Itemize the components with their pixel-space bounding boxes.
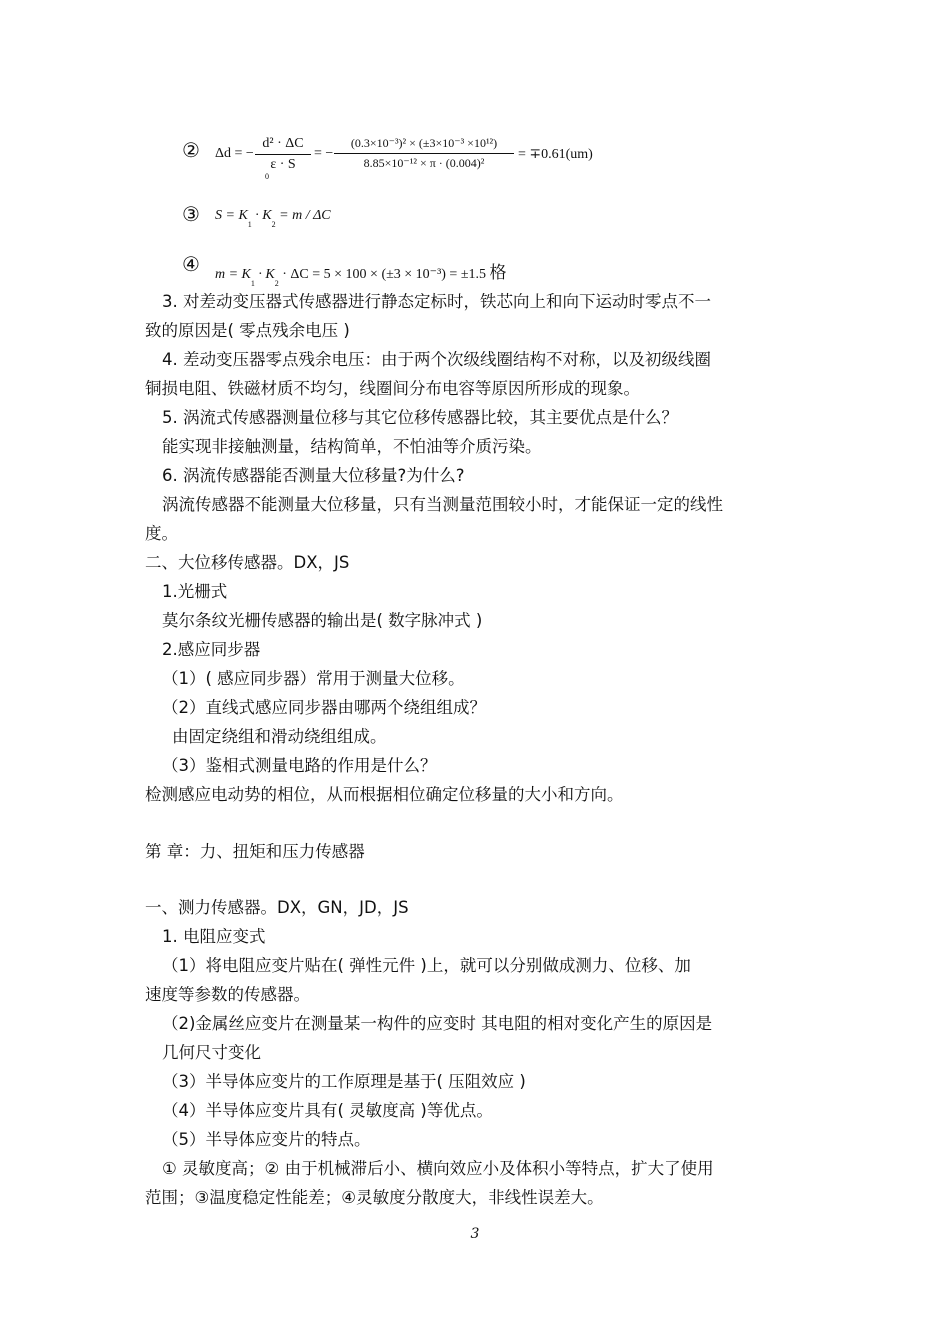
text-line: 3. 对差动变压器式传感器进行静态定标时，铁芯向上和向下运动时零点不一 xyxy=(162,292,711,311)
formula-3-expression xyxy=(215,208,331,229)
fraction-1-numerator: d² · ΔC xyxy=(262,136,304,151)
text-line: 4. 差动变压器零点残余电压：由于两个次级线圈结构不对称，以及初级线圈 xyxy=(162,350,711,369)
text-line: 致的原因是( 零点残余电压 ) xyxy=(145,321,350,340)
text-line: （1）( 感应同步器）常用于测量大位移。 xyxy=(162,669,465,688)
text-line: 几何尺寸变化 xyxy=(162,1043,261,1062)
fraction-1-denominator: ε · S xyxy=(270,157,296,172)
text-line: （2)金属丝应变片在测量某一构件的应变时 其电阻的相对变化产生的原因是 xyxy=(162,1014,713,1033)
chapter-heading: 第 章：力、扭矩和压力传感器 xyxy=(145,842,365,861)
formula-3-part-b: · K xyxy=(251,208,272,223)
formula-3-part-c: = m / ΔC xyxy=(275,208,331,223)
text-line: （2）直线式感应同步器由哪两个绕组组成？ xyxy=(162,698,486,717)
formula-4-sub-2: 2 xyxy=(274,279,279,288)
formula-sensitivity xyxy=(182,202,482,234)
text-line: 铜损电阻、铁磁材质不均匀，线圈间分布电容等原因所形成的现象。 xyxy=(145,379,640,398)
fraction-1-denominator-subscript: 0 xyxy=(265,172,269,181)
formula-3-sub-1: 1 xyxy=(247,220,252,229)
formula-result: = ∓0.61(um) xyxy=(518,147,593,162)
formula-delta-d xyxy=(182,136,622,188)
text-line: 涡流传感器不能测量大位移量，只有当测量范围较小时，才能保证一定的线性 xyxy=(162,495,723,514)
page-number: 3 xyxy=(470,1226,480,1242)
text-line: 范围；③温度稳定性能差；④灵敏度分散度大，非线性误差大。 xyxy=(145,1188,604,1207)
formula-3-part-a: S = K xyxy=(215,208,248,223)
circled-number-2: ② xyxy=(182,138,200,162)
formula-4-expression xyxy=(215,258,507,288)
text-line: 2.感应同步器 xyxy=(162,640,261,659)
fraction-1-bar xyxy=(255,154,311,155)
section-heading: 一、测力传感器。DX，GN，JD，JS xyxy=(145,898,409,917)
text-line: ① 灵敏度高；② 由于机械滞后小、横向效应小及体积小等特点，扩大了使用 xyxy=(162,1159,714,1178)
formula-4-sub-1: 1 xyxy=(250,279,255,288)
section-heading: 二、大位移传感器。DX，JS xyxy=(145,553,350,572)
text-line: 5. 涡流式传感器测量位移与其它位移传感器比较，其主要优点是什么？ xyxy=(162,408,678,427)
circled-number-3: ③ xyxy=(182,202,200,226)
fraction-2 xyxy=(334,136,514,171)
text-line: 1. 电阻应变式 xyxy=(162,927,266,946)
text-line: 莫尔条纹光栅传感器的输出是( 数字脉冲式 ) xyxy=(162,611,483,630)
text-line: （1）将电阻应变片贴在( 弹性元件 )上，就可以分别做成测力、位移、加 xyxy=(162,956,691,975)
fraction-2-numerator: (0.3×10⁻³)² × (±3×10⁻³ ×10¹²) xyxy=(350,136,498,150)
text-line: 度。 xyxy=(145,524,178,543)
formula-m xyxy=(182,252,622,288)
formula-4-part-b: · K xyxy=(254,267,275,282)
formula-equals-minus: = − xyxy=(314,146,334,161)
fraction-2-denominator: 8.85×10⁻¹² × π · (0.004)² xyxy=(363,156,485,170)
text-line: （5）半导体应变片的特点。 xyxy=(162,1130,371,1149)
text-line: 6. 涡流传感器能否测量大位移量?为什么? xyxy=(162,466,465,485)
text-line: 1.光栅式 xyxy=(162,582,228,601)
formula-4-part-c: · ΔC = 5 × 100 × (±3 × 10⁻³) = ±1.5 xyxy=(278,267,487,282)
text-line: 检测感应电动势的相位，从而根据相位确定位移量的大小和方向。 xyxy=(145,785,624,804)
text-line: 能实现非接触测量，结构简单，不怕油等介质污染。 xyxy=(162,437,542,456)
text-line: 由固定绕组和滑动绕组组成。 xyxy=(172,727,387,746)
text-line: （4）半导体应变片具有( 灵敏度高 )等优点。 xyxy=(162,1101,493,1120)
fraction-1 xyxy=(255,136,311,181)
formula-4-unit: 格 xyxy=(489,263,507,283)
circled-number-4: ④ xyxy=(182,252,200,276)
text-line: 速度等参数的传感器。 xyxy=(145,985,310,1004)
formula-3-sub-2: 2 xyxy=(271,220,276,229)
formula-4-part-a: m = K xyxy=(215,267,251,282)
formula-lhs: Δd = − xyxy=(215,146,254,161)
text-line: （3）鉴相式测量电路的作用是什么？ xyxy=(162,756,437,775)
fraction-2-bar xyxy=(334,153,514,154)
text-line: （3）半导体应变片的工作原理是基于( 压阻效应 ) xyxy=(162,1072,526,1091)
